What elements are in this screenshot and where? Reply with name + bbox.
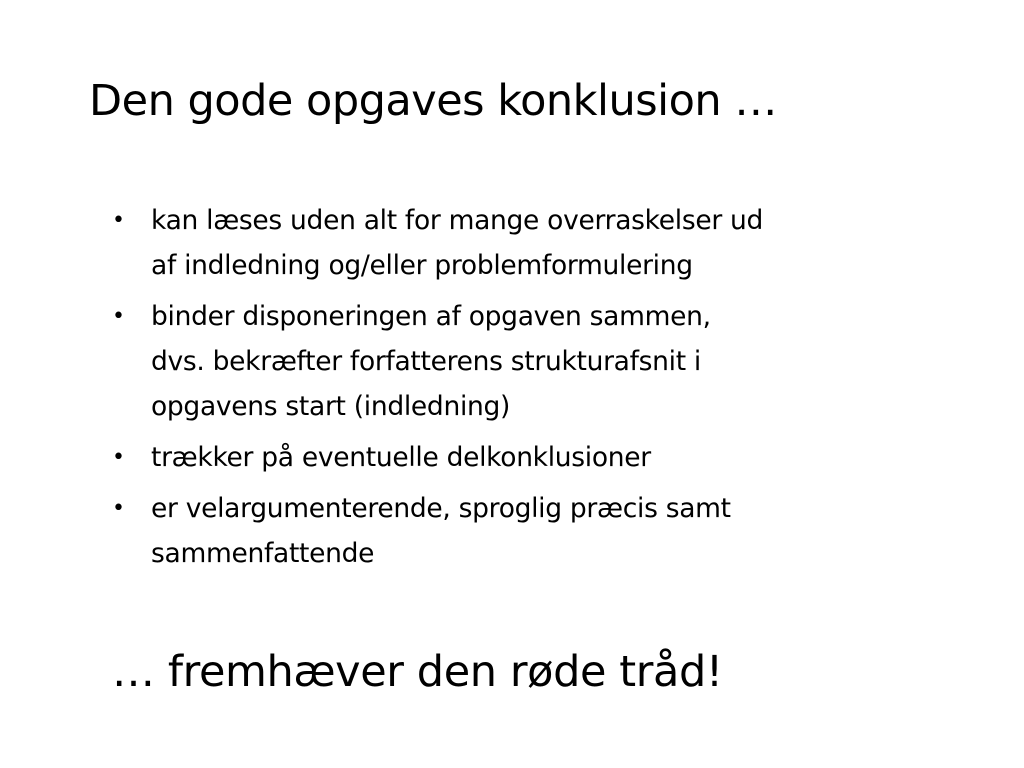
bullet-line: er velargumenterende, sproglig præcis samt (151, 493, 731, 524)
bullet-dot-icon: • (112, 445, 125, 470)
bullet-item (112, 486, 942, 576)
bullet-list (112, 198, 942, 582)
bullet-line: binder disponeringen af opgaven sammen, (151, 301, 711, 332)
conclusion-text: … fremhæver den røde tråd! (112, 647, 723, 697)
bullet-line: opgavens start (indledning) (151, 391, 511, 422)
bullet-text (151, 198, 942, 288)
bullet-line: dvs. bekræfter forfatterens strukturafsnit i (151, 346, 701, 377)
bullet-dot-icon: • (112, 208, 125, 233)
bullet-line: af indledning og/eller problemformulering (151, 250, 693, 281)
bullet-text (151, 435, 942, 480)
bullet-line: sammenfattende (151, 538, 375, 569)
slide-title: Den gode opgaves konklusion … (89, 76, 777, 126)
bullet-line: kan læses uden alt for mange overraskelser ud (151, 205, 764, 236)
bullet-text (151, 294, 942, 429)
bullet-item (112, 198, 942, 288)
bullet-dot-icon: • (112, 304, 125, 329)
bullet-dot-icon: • (112, 496, 125, 521)
bullet-item (112, 435, 942, 480)
bullet-line: trækker på eventuelle delkonklusioner (151, 442, 651, 473)
bullet-item (112, 294, 942, 429)
bullet-text (151, 486, 942, 576)
